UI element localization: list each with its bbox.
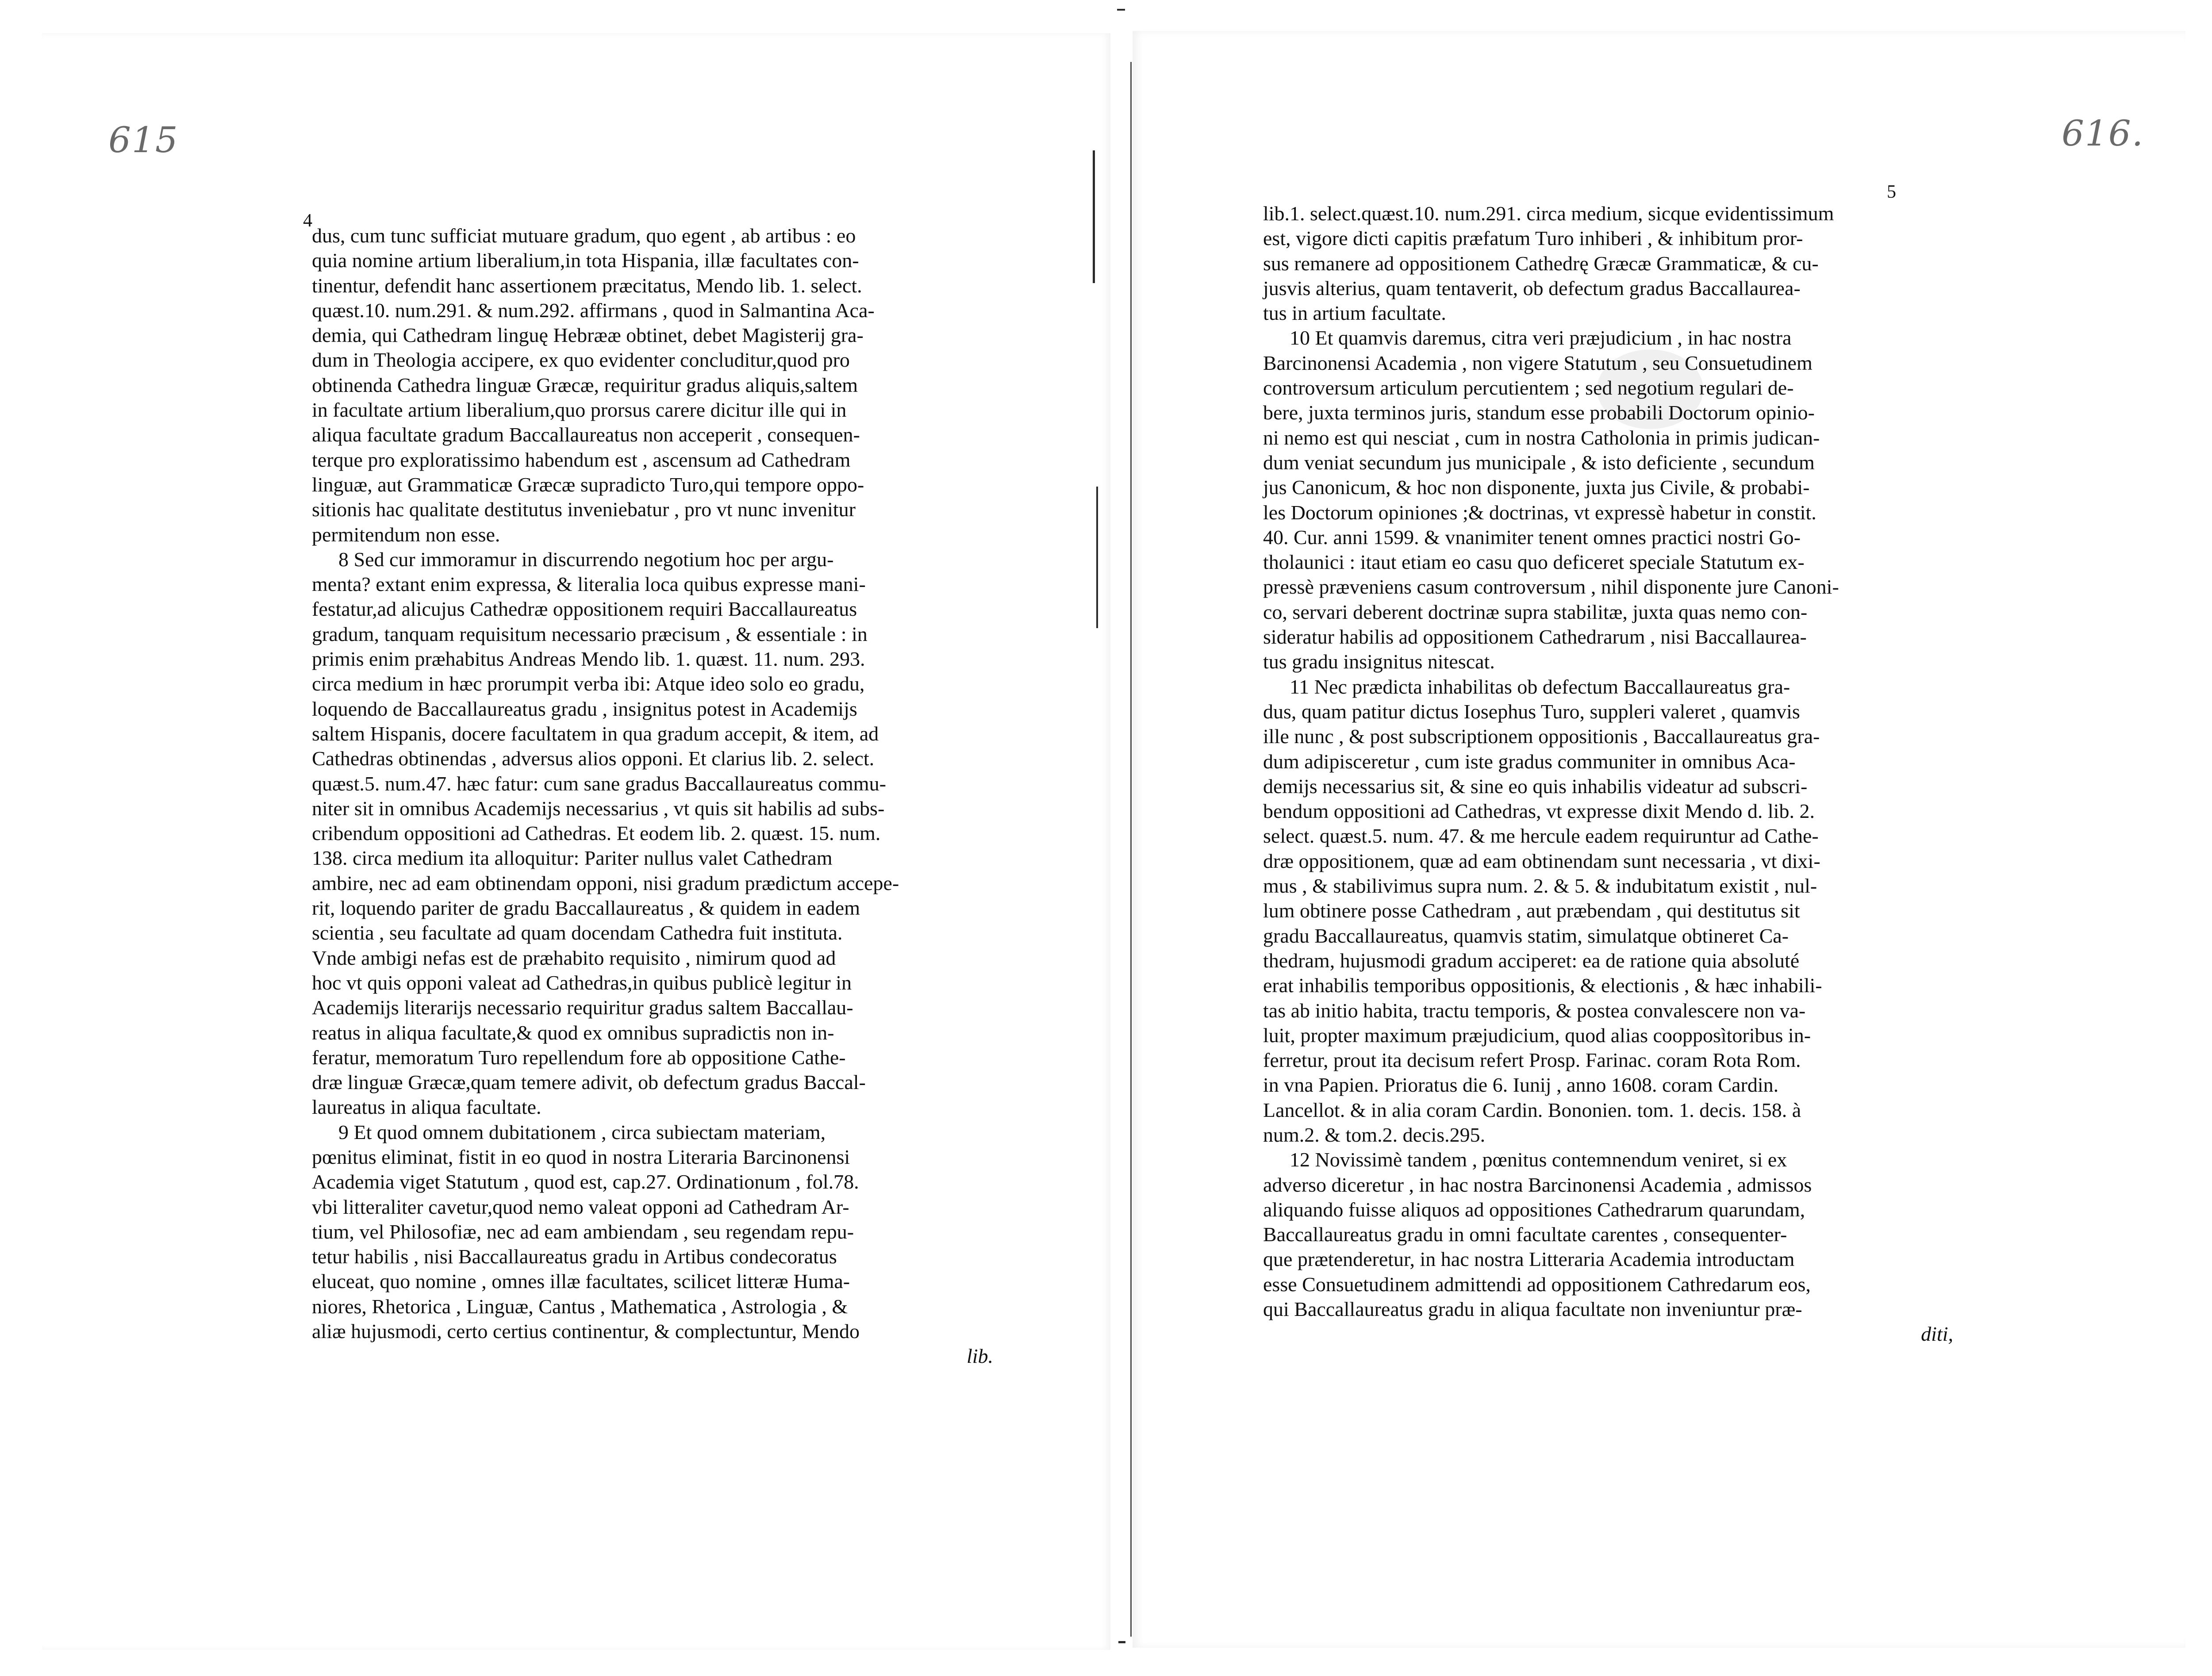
- gutter-mark-top: [1117, 9, 1125, 11]
- text-line: Vnde ambigi nefas est de præhabito requisito , nimirum quod ad: [312, 946, 836, 969]
- text-line: demia, qui Cathedram linguę Hebrææ obtinet, debet Magisterij gra-: [312, 324, 864, 347]
- text-line: gradum, tanquam requisitum necessario præcisum , & essentiale : in: [312, 622, 868, 645]
- text-line: rit, loquendo pariter de gradu Baccallaureatus , & quidem in eadem: [312, 897, 860, 920]
- gutter-edge-left-lower: [1096, 487, 1098, 628]
- text-line: qui Baccallaureatus gradu in aliqua facultate non inveniuntur præ-: [1263, 1298, 1802, 1321]
- text-line: dum adipisceretur , cum iste gradus communiter in omnibus Aca-: [1263, 750, 1796, 773]
- text-line: mus , & stabilivimus supra num. 2. & 5. & indubitatum existit , nul-: [1263, 874, 1817, 897]
- text-line: 40. Cur. anni 1599. & vnanimiter tenent omnes practici nostri Go-: [1263, 525, 1801, 548]
- text-line: erat inhabilis temporibus oppositionis, & electionis , & hæc inhabili-: [1263, 974, 1822, 997]
- text-line: in vna Papien. Prioratus die 6. Iunij , anno 1608. coram Cardin.: [1263, 1074, 1779, 1097]
- text-line: loquendo de Baccallaureatus gradu , insignitus potest in Academijs: [312, 697, 857, 720]
- text-line: controversum articulum percutientem ; sed negotium regulari de-: [1263, 376, 1794, 399]
- text-line: les Doctorum opiniones ;& doctrinas, vt expressè habetur in constit.: [1263, 501, 1816, 524]
- text-line: quæst.10. num.291. & num.292. affirmans , quod in Salmantina Aca-: [312, 299, 875, 322]
- text-line: Barcinonensi Academia , non vigere Statutum , seu Consuetudinem: [1263, 351, 1813, 374]
- text-line: luit, propter maximum præjudicium, quod alias coopposìtoribus in-: [1263, 1024, 1811, 1047]
- text-line: tas ab initio habita, tractu temporis, & postea convalescere non va-: [1263, 999, 1806, 1022]
- left-page-number: 4: [303, 211, 312, 231]
- text-line: tium, vel Philosofiæ, nec ad eam ambiendam , seu regendam repu-: [312, 1220, 854, 1243]
- text-line: linguæ, aut Grammaticæ Græcæ supradicto Turo,qui tempore oppo-: [312, 473, 864, 496]
- gutter-edge-right: [1130, 62, 1132, 1637]
- text-line: Academia viget Statutum , quod est, cap.27. Ordinationum , fol.78.: [312, 1170, 859, 1193]
- text-line: est, vigore dicti capitis præfatum Turo inhiberi , & inhibitum pror-: [1263, 227, 1803, 250]
- left-body-text: [312, 223, 1011, 1369]
- right-manuscript-folio: 616.: [2062, 113, 2144, 154]
- text-line: eluceat, quo nomine , omnes illæ facultates, scilicet litteræ Huma-: [312, 1270, 850, 1293]
- text-line: 9 Et quod omnem dubitationem , circa subiectam materiam,: [338, 1120, 826, 1143]
- text-line: aliqua facultate gradum Baccallaureatus non acceperit , consequen-: [312, 423, 860, 446]
- text-line: ambire, nec ad eam obtinendam opponi, nisi gradum prædictum accepe-: [312, 871, 899, 894]
- text-line: in facultate artium liberalium,quo prorsus carere dicitur ille qui in: [312, 399, 847, 422]
- text-line: demijs necessarius sit, & sine eo quis inhabilis videatur ad subscri-: [1263, 775, 1808, 798]
- text-line: jus Canonicum, & hoc non disponente, juxta jus Civile, & probabi-: [1263, 476, 1810, 499]
- text-line: lum obtinere posse Cathedram , aut præbendam , qui destitutus sit: [1263, 899, 1800, 922]
- gutter-edge-left: [1093, 150, 1095, 283]
- text-line: terque pro exploratissimo habendum est , ascensum ad Cathedram: [312, 448, 851, 471]
- text-line: 10 Et quamvis daremus, citra veri præjudicium , in hac nostra: [1290, 326, 1792, 349]
- text-line: dræ linguæ Græcæ,quam temere adivit, ob defectum gradus Baccal-: [312, 1071, 866, 1094]
- text-line: tinentur, defendit hanc assertionem præcitatus, Mendo lib. 1. select.: [312, 274, 862, 297]
- text-line: 11 Nec prædicta inhabilitas ob defectum Baccallaureatus gra-: [1290, 675, 1790, 698]
- text-line: quia nomine artium liberalium,in tota Hispania, illæ facultates con-: [312, 249, 859, 272]
- text-line: bere, juxta terminos juris, standum esse probabili Doctorum opinio-: [1263, 401, 1815, 424]
- text-line: Baccallaureatus gradu in omni facultate carentes , consequenter-: [1263, 1223, 1787, 1246]
- left-manuscript-folio: 615: [108, 119, 179, 161]
- text-line: ille nunc , & post subscriptionem oppositionis , Baccallaureatus gra-: [1263, 725, 1820, 748]
- text-line: lib.1. select.quæst.10. num.291. circa medium, sicque evidentissimum: [1263, 202, 1834, 225]
- text-line: circa medium in hæc prorumpit verba ibi: Atque ideo solo eo gradu,: [312, 672, 865, 695]
- text-line: dum veniat secundum jus municipale , & isto deficiente , secundum: [1263, 451, 1815, 474]
- text-line: feratur, memoratum Turo repellendum fore ab oppositione Cathe-: [312, 1046, 846, 1069]
- text-line: permitendum non esse.: [312, 523, 500, 546]
- text-line: dus, quam patitur dictus Iosephus Turo, suppleri valeret , quamvis: [1263, 700, 1800, 723]
- text-line: tetur habilis , nisi Baccallaureatus gradu in Artibus condecoratus: [312, 1245, 837, 1268]
- left-page: [42, 33, 1110, 1650]
- catchword: lib.: [966, 1345, 993, 1368]
- text-line: obtinenda Cathedra linguæ Græcæ, requiritur gradus aliquis,saltem: [312, 373, 858, 396]
- text-line: saltem Hispanis, docere facultatem in qua gradum accepit, & item, ad: [312, 722, 879, 745]
- text-line: reatus in aliqua facultate,& quod ex omnibus supradictis non in-: [312, 1021, 834, 1044]
- text-line: scientia , seu facultate ad quam docendam Cathedra fuit instituta.: [312, 921, 843, 944]
- text-line: 138. circa medium ita alloquitur: Pariter nullus valet Cathedram: [312, 847, 833, 870]
- text-line: ferretur, prout ita decisum refert Prosp. Farinac. coram Rota Rom.: [1263, 1049, 1801, 1072]
- text-line: aliæ hujusmodi, certo certius continentur, & complectuntur, Mendo: [312, 1320, 860, 1343]
- text-line: tholaunici : itaut etiam eo casu quo deficeret speciale Statutum ex-: [1263, 551, 1805, 574]
- text-line: niores, Rhetorica , Linguæ, Cantus , Mathematica , Astrologia , &: [312, 1295, 848, 1318]
- right-page-number: 5: [1887, 182, 1896, 202]
- text-line: 8 Sed cur immoramur in discurrendo negotium hoc per argu-: [338, 548, 834, 571]
- text-line: menta? extant enim expressa, & literalia loca quibus expresse mani-: [312, 573, 866, 596]
- text-line: Cathedras obtinendas , adversus alios opponi. Et clarius lib. 2. select.: [312, 747, 875, 770]
- text-line: aliquando fuisse aliquos ad oppositiones Cathedrarum quarundam,: [1263, 1198, 1805, 1221]
- text-line: tus gradu insignitus nitescat.: [1263, 650, 1495, 673]
- right-body-text: [1263, 201, 1971, 1347]
- text-line: quæst.5. num.47. hæc fatur: cum sane gradus Baccallaureatus commu-: [312, 772, 886, 795]
- text-line: sus remanere ad oppositionem Cathedrę Græcæ Grammaticæ, & cu-: [1263, 252, 1819, 275]
- text-line: sideratur habilis ad oppositionem Cathedrarum , nisi Baccallaurea-: [1263, 625, 1807, 648]
- text-line: Academijs literarijs necessario requiritur gradus saltem Baccallau-: [312, 996, 853, 1019]
- text-line: co, servari deberent doctrinæ supra stabilitæ, juxta quas nemo con-: [1263, 600, 1808, 623]
- text-line: pœnitus eliminat, fistit in eo quod in nostra Literaria Barcinonensi: [312, 1145, 850, 1168]
- text-line: dum in Theologia accipere, ex quo evidenter concluditur,quod pro: [312, 349, 850, 372]
- gutter-mark-bottom: [1118, 1641, 1125, 1643]
- text-line: adverso diceretur , in hac nostra Barcinonensi Academia , admissos: [1263, 1173, 1812, 1196]
- catchword: diti,: [1921, 1323, 1953, 1346]
- text-line: 12 Novissimè tandem , pœnitus contemnendum veniret, si ex: [1290, 1148, 1787, 1171]
- text-line: ni nemo est qui nesciat , cum in nostra Catholonia in primis judican-: [1263, 426, 1820, 449]
- text-line: thedram, hujusmodi gradum acciperet: ea de ratione quia absoluté: [1263, 949, 1800, 972]
- text-line: cribendum oppositioni ad Cathedras. Et eodem lib. 2. quæst. 15. num.: [312, 822, 881, 845]
- text-line: festatur,ad alicujus Cathedræ oppositionem requiri Baccallaureatus: [312, 598, 857, 621]
- right-page: [1133, 31, 2185, 1648]
- text-line: vbi litteraliter cavetur,quod nemo valeat opponi ad Cathedram Ar-: [312, 1195, 849, 1218]
- text-line: dus, cum tunc sufficiat mutuare gradum, quo egent , ab artibus : eo: [312, 224, 856, 247]
- text-line: pressè præveniens casum controversum , nihil disponente jure Canoni-: [1263, 575, 1839, 598]
- text-line: select. quæst.5. num. 47. & me hercule eadem requiruntur ad Cathe-: [1263, 825, 1819, 848]
- text-line: dræ oppositionem, quæ ad eam obtinendam sunt necessaria , vt dixi-: [1263, 849, 1820, 872]
- text-line: que prætenderetur, in hac nostra Litteraria Academia introductam: [1263, 1248, 1795, 1271]
- text-line: hoc vt quis opponi valeat ad Cathedras,in quibus publicè legitur in: [312, 971, 852, 994]
- text-line: gradu Baccallaureatus, quamvis statim, simulatque obtineret Ca-: [1263, 924, 1789, 947]
- text-line: jusvis alterius, quam tentaverit, ob defectum gradus Baccallaurea-: [1263, 276, 1801, 299]
- text-line: sitionis hac qualitate destitutus inveniebatur , pro vt nunc invenitur: [312, 498, 856, 521]
- text-line: Lancellot. & in alia coram Cardin. Bononien. tom. 1. decis. 158. à: [1263, 1098, 1801, 1121]
- text-line: laureatus in aliqua facultate.: [312, 1096, 541, 1119]
- text-line: tus in artium facultate.: [1263, 302, 1446, 325]
- text-line: niter sit in omnibus Academijs necessarius , vt quis sit habilis ad subs-: [312, 797, 885, 820]
- text-line: num.2. & tom.2. decis.295.: [1263, 1123, 1486, 1146]
- text-line: esse Consuetudinem admittendi ad oppositionem Cathredarum eos,: [1263, 1273, 1811, 1296]
- text-line: bendum oppositioni ad Cathedras, vt expresse dixit Mendo d. lib. 2.: [1263, 800, 1815, 823]
- text-line: primis enim præhabitus Andreas Mendo lib. 1. quæst. 11. num. 293.: [312, 648, 865, 671]
